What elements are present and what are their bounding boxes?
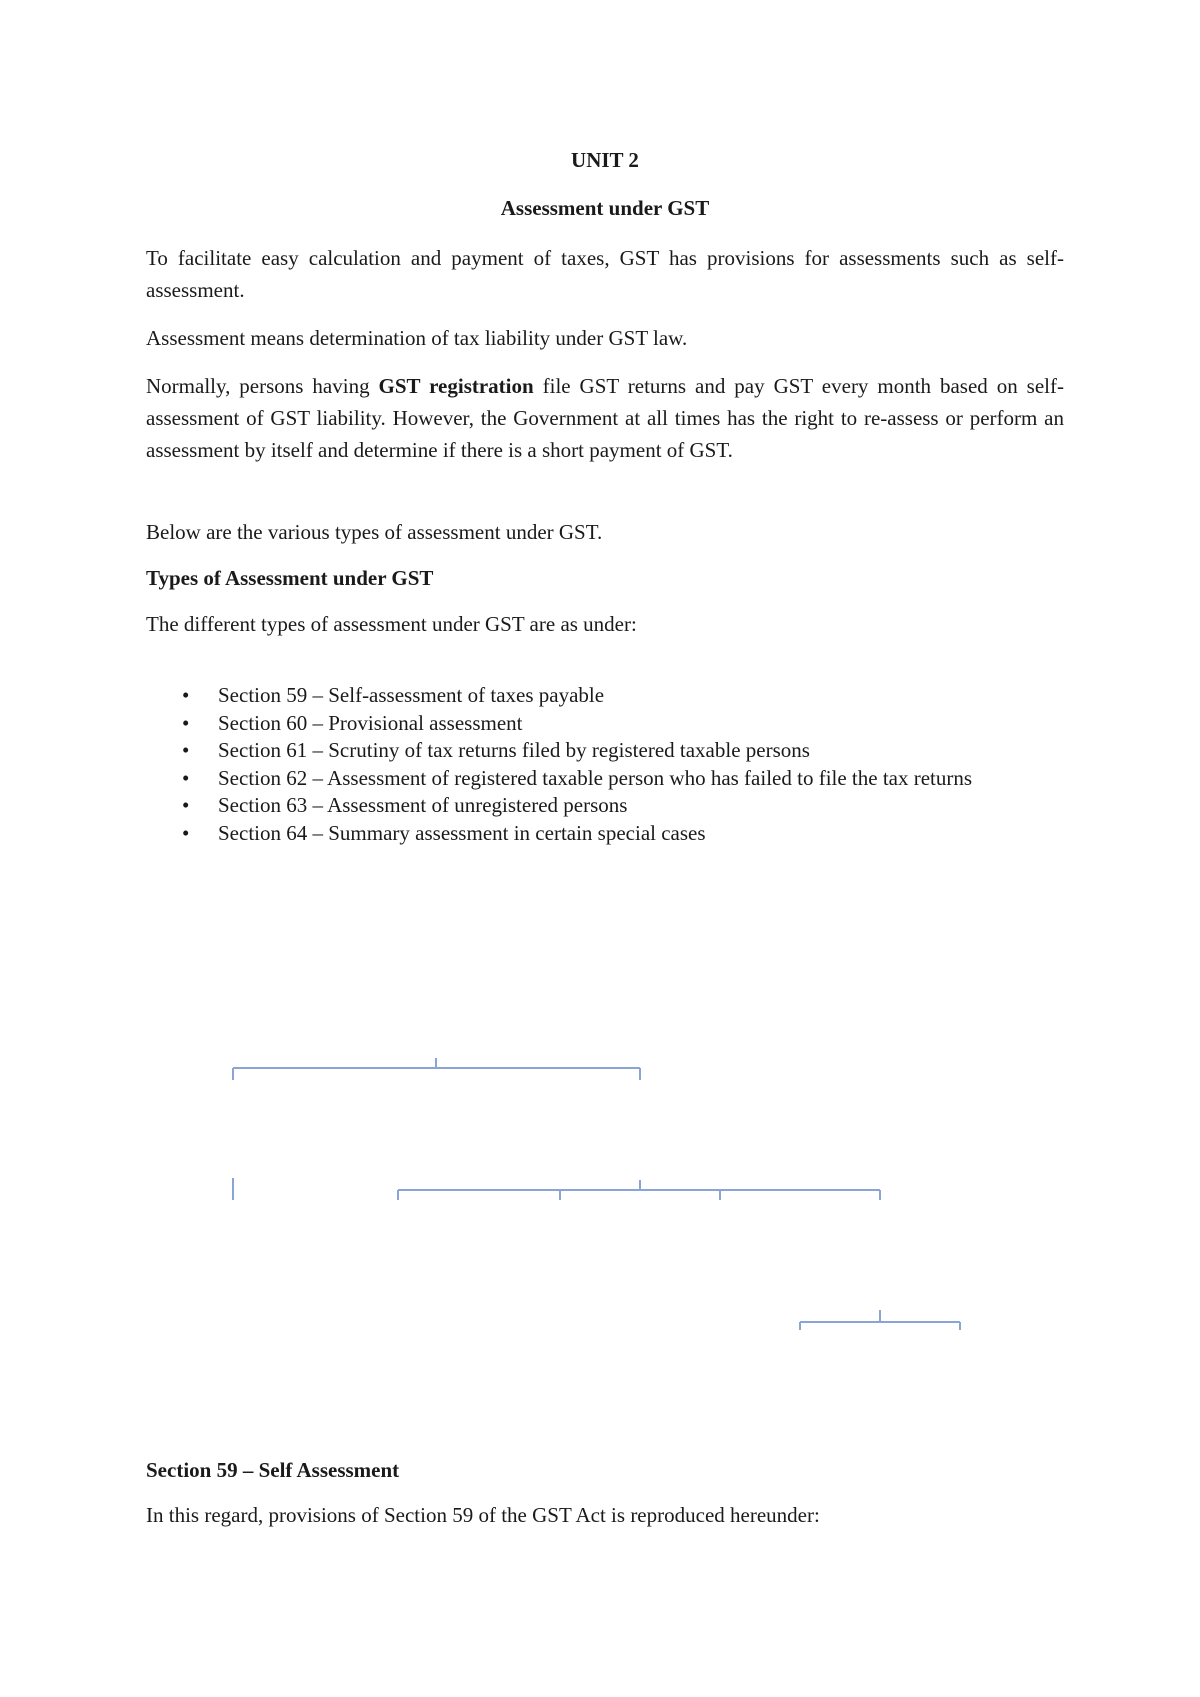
list-item: • Section 60 – Provisional assessment	[182, 710, 523, 735]
gst-registration-bold: GST registration	[378, 374, 534, 398]
unit-heading: UNIT 2	[571, 148, 639, 172]
types-heading: Types of Assessment under GST	[146, 566, 434, 590]
types-list-intro: The different types of assessment under GST are as under:	[146, 612, 637, 636]
list-item: • Section 63 – Assessment of unregistered persons	[182, 793, 628, 817]
list-item: • Section 62 – Assessment of registered taxable person who has failed to file the tax returns	[182, 765, 973, 790]
section-59-heading: Section 59 – Self Assessment	[146, 1458, 400, 1482]
normal-assessment-paragraph	[146, 370, 1064, 466]
intro-paragraph: To facilitate easy calculation and payment of taxes, GST has provisions for assessments such as self-assessment.	[146, 246, 1064, 302]
document-title: Assessment under GST	[500, 196, 710, 220]
list-item: • Section 61 – Scrutiny of tax returns filed by registered taxable persons	[182, 738, 810, 762]
para3-after: file GST returns and pay GST every month based on self-assessment of GST liability. However, the Government at all times has the right to re-assess or perform an assessment by itself and determine if there is a short payment of GST.	[146, 374, 1064, 462]
para3-before: Normally, persons having	[146, 374, 379, 398]
list-item: • Section 64 – Summary assessment in certain special cases	[182, 820, 706, 845]
list-item: • Section 59 – Self-assessment of taxes payable	[182, 683, 605, 707]
connector-lines	[233, 1058, 960, 1330]
definition-paragraph: Assessment means determination of tax liability under GST law.	[146, 326, 688, 350]
types-intro-paragraph: Below are the various types of assessment under GST.	[146, 520, 603, 544]
section-59-paragraph: In this regard, provisions of Section 59 of the GST Act is reproduced hereunder:	[146, 1503, 820, 1527]
sections-list	[146, 682, 1064, 847]
